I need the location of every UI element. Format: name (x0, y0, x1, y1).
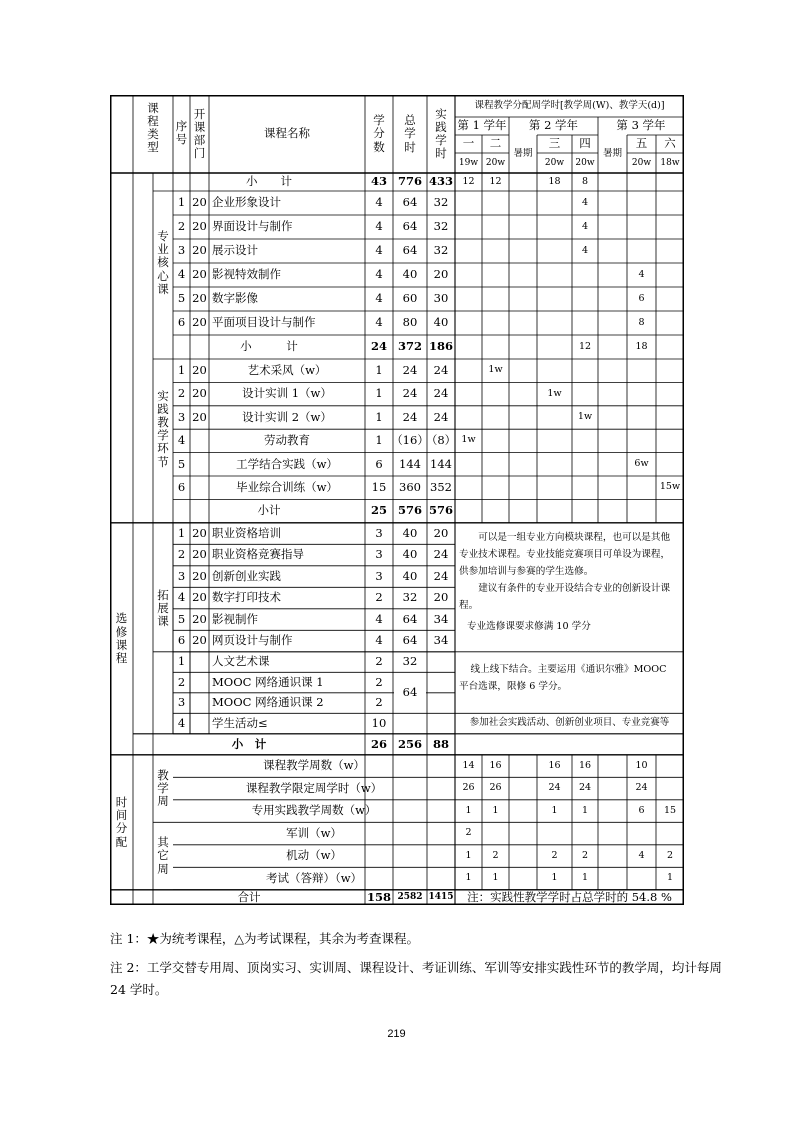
elective-major-practice: 20 (433, 525, 449, 540)
practice-row-dept (190, 453, 209, 476)
time-teach-label (153, 755, 173, 823)
top_subtotal-s4: 8 (581, 175, 589, 187)
header-dept-char: 课 (193, 119, 206, 134)
core-group-label-char: 心 (157, 268, 169, 283)
time-row-s1: 2 (465, 827, 472, 839)
core-subtotal-total: 372 (397, 339, 422, 354)
header-practice-hours-char: 时 (435, 146, 447, 161)
time-row-s4 (572, 822, 598, 845)
core-rows-3-practice: 20 (433, 267, 449, 282)
elective-major-practice: 24 (433, 547, 449, 562)
header-course-type-char: 型 (147, 140, 159, 155)
practice-rows-4-s5: 6w (634, 457, 649, 469)
header-course-name: 课程名称 (264, 126, 310, 141)
elective-major-practice: 20 (433, 590, 449, 605)
time-row-s6: 15 (663, 804, 677, 816)
header-dept-char: 开 (193, 106, 206, 121)
time-other-label (153, 822, 173, 890)
core-row-seq: 3 (177, 243, 186, 258)
core-rows-5-total: 80 (402, 315, 418, 330)
time-row-s6: 2 (666, 849, 674, 861)
practice-row-dept: 20 (192, 386, 207, 401)
header-credits-char: 分 (373, 126, 385, 141)
elective-major-seq: 1 (177, 525, 186, 540)
footnote-2: 注 2：工学交替专用周、顶岗实习、实训周、课程设计、考证训练、军训等安排实践性环节的教学周，均计每周 (110, 960, 722, 975)
time-group-label-char: 配 (115, 834, 128, 849)
total-credits: 158 (366, 889, 391, 904)
time-row-s3: 1 (551, 804, 558, 816)
elective-major-practice: 34 (433, 611, 449, 626)
time-row-s4: 1 (581, 804, 589, 816)
header-credits-char: 数 (373, 139, 385, 154)
practice-group-label-char: 节 (157, 454, 169, 469)
core-rows-5-s5: 8 (638, 316, 645, 328)
time-row-s4: 24 (578, 782, 592, 794)
time-row-s6 (656, 822, 684, 845)
top_subtotal-total: 776 (397, 174, 422, 189)
header-practice-hours-char: 实 (435, 106, 447, 121)
practice-row-name: 劳动教育 (264, 433, 310, 448)
core-row-seq: 5 (177, 291, 186, 306)
core-rows-1-practice: 32 (433, 219, 449, 234)
time-row-s1: 1 (465, 849, 472, 861)
elective-public-seq: 3 (177, 695, 186, 710)
practice-row-seq: 4 (177, 433, 186, 448)
core-row-name: 企业形象设计 (212, 195, 281, 210)
elective-major-dept: 20 (192, 590, 207, 605)
elective-public-note: 线上线下结合。主要运用《通识尔雅》MOOC 平台选课，限修 6 学分。 (459, 663, 667, 692)
core-rows-0-s4: 4 (581, 196, 589, 208)
time-row-s5: 10 (635, 759, 648, 771)
core-row-dept: 20 (192, 195, 207, 210)
elective-group-label (110, 523, 133, 755)
time-row-name: 机动（w） (286, 848, 342, 863)
core-rows-1-credits: 4 (375, 219, 383, 234)
practice-rows-4-total: 144 (399, 456, 421, 471)
total-note: 注：实践性教学学时占总学时的 54.8 % (467, 889, 672, 904)
time-row-s5: 6 (638, 804, 645, 816)
time-row-s3: 24 (548, 782, 561, 794)
practice-row-seq: 5 (177, 456, 186, 471)
practice-row-dept (190, 429, 209, 452)
core-rows-2-total: 64 (402, 243, 418, 258)
elective-activity-note: 参加社会实践活动、创新创业项目、专业竞赛等 (469, 717, 670, 729)
practice-rows-2-practice: 24 (433, 409, 449, 424)
practice-rows-2-s4: 1w (577, 411, 593, 423)
elective-major-note (459, 529, 678, 635)
practice-rows-5-total: 360 (399, 480, 421, 495)
practice-row-seq: 1 (177, 363, 186, 378)
core-group-label (153, 191, 173, 335)
core-rows-2-practice: 32 (433, 243, 449, 258)
header-seq (173, 101, 190, 165)
time-group-label-char: 分 (115, 821, 128, 836)
time-group-label-char: 时 (115, 794, 128, 809)
core-group-label-char: 课 (157, 281, 169, 296)
elective-public-total: 32 (402, 654, 418, 669)
practice-rows-5-credits: 15 (371, 480, 387, 495)
core-group-label-char: 业 (157, 242, 169, 257)
elective-major-name: 影视制作 (212, 611, 258, 626)
elective-major-credits: 3 (375, 547, 383, 562)
core-subtotal-s5: 18 (635, 340, 648, 352)
header-credits-char: 学 (373, 113, 385, 128)
elective-public-seq: 4 (177, 715, 186, 730)
header-seq-char: 序 (175, 118, 188, 133)
total-practice: 1415 (428, 892, 454, 903)
elective-public-credits: 2 (375, 695, 383, 710)
core-rows-1-s4: 4 (581, 220, 589, 232)
time-other-label-char: 它 (157, 848, 169, 863)
elective-public-name: 人文艺术课 (212, 654, 270, 669)
time-row-s2: 1 (492, 804, 499, 816)
curriculum-table (110, 95, 684, 905)
header-w2: 20w (485, 157, 506, 168)
top-subtotal-label: 小 计 (246, 174, 292, 189)
elective-major-credits: 3 (375, 525, 383, 540)
core-row-name: 影视特效制作 (212, 267, 281, 282)
time-row-s1: 26 (462, 782, 475, 794)
core-rows-5-credits: 4 (375, 315, 383, 330)
core-row-seq: 2 (177, 219, 186, 234)
core-group-label-char: 专 (157, 228, 169, 243)
time-other-label-char: 其 (157, 835, 169, 850)
elective-credit-requirement: 专业选修课要求修满 10 学分 (467, 620, 591, 632)
elective-public-seq: 2 (177, 674, 186, 689)
core-row-dept: 20 (192, 315, 207, 330)
header-summer-1: 暑期 (513, 147, 533, 159)
core-subtotal-label: 小 计 (240, 339, 298, 354)
header-total-hours-char: 学 (404, 126, 416, 141)
header-total-hours (393, 99, 427, 169)
core-rows-2-credits: 4 (375, 243, 383, 258)
elective-major-seq: 5 (177, 611, 186, 626)
top_subtotal-practice: 433 (428, 174, 453, 189)
core-rows-3-credits: 4 (375, 267, 383, 282)
practice-rows-2-total: 24 (402, 409, 418, 424)
header-seq-char: 号 (175, 132, 188, 146)
elective-group-label-char: 程 (115, 651, 128, 666)
elective-major-seq: 4 (177, 590, 186, 605)
footnote-1: 注 1：★为统考课程，△为考试课程，其余为考查课程。 (110, 931, 420, 946)
top_subtotal-s1: 12 (462, 175, 475, 187)
time-row-s2: 26 (489, 782, 502, 794)
core-rows-4-s5: 6 (638, 292, 645, 304)
time-row-name: 军训（w） (286, 825, 342, 840)
header-w4: 20w (575, 157, 595, 168)
practice-subtotal-credits: 25 (370, 503, 387, 518)
practice-rows-0-practice: 24 (433, 363, 449, 378)
time-row-s3: 16 (548, 759, 561, 771)
top_subtotal-s3: 18 (548, 175, 561, 187)
practice-rows-1-credits: 1 (375, 386, 383, 401)
elective-major-credits: 3 (375, 568, 383, 583)
practice-rows-3-s1: 1w (461, 434, 476, 446)
practice-subtotal-label: 小计 (257, 503, 281, 518)
elective-major-credits: 4 (375, 611, 383, 626)
time-row-s6 (656, 777, 684, 800)
elective-major-name: 职业资格培训 (212, 525, 281, 540)
elective-major-name: 创新创业实践 (212, 568, 281, 583)
elective-major-practice: 24 (433, 568, 449, 583)
time-row-s2: 1 (492, 872, 499, 884)
core-row-name: 平面项目设计与制作 (212, 315, 316, 330)
header-course-type (135, 97, 171, 159)
top_subtotal-credits: 43 (370, 174, 387, 189)
header-year1: 第 1 学年 (457, 118, 507, 133)
header-w5: 20w (631, 157, 652, 168)
header-practice-hours-char: 践 (435, 119, 447, 134)
practice-rows-5-practice: 352 (430, 480, 452, 495)
header-dept (190, 99, 209, 169)
elective-major-seq: 2 (177, 547, 186, 562)
header-credits (365, 99, 393, 169)
core-rows-3-total: 40 (402, 267, 418, 282)
elective-major-total: 40 (402, 547, 418, 562)
elective-major-name: 职业资格竞赛指导 (212, 547, 304, 562)
elective-note-paragraph: 可以是一组专业方向模块课程，也可以是其他专业技术课程。专业技能竞赛项目可单设为课程，供参加培训与参赛的学生选修。 (459, 531, 671, 577)
time-row-s5: 4 (638, 849, 645, 861)
elective-major-seq: 3 (177, 568, 186, 583)
time-row-s5 (627, 867, 656, 890)
elective-subtotal-credits: 26 (370, 736, 387, 751)
time-row-name: 专用实践教学周数（w） (251, 803, 377, 818)
time-row-name: 课程教学限定周学时（w） (245, 780, 383, 795)
core-rows-4-practice: 30 (433, 291, 449, 306)
time-other-label-char: 周 (157, 861, 169, 876)
header-summer-2: 暑期 (602, 147, 622, 159)
header-sem3: 三 (548, 136, 561, 151)
core-row-name: 数字影像 (212, 291, 258, 306)
elective-public-name: MOOC 网络通识课 2 (212, 695, 324, 710)
practice-row-name: 工学结合实践（w） (236, 456, 338, 471)
time-row-s4: 16 (578, 759, 592, 771)
practice-row-dept: 20 (192, 409, 207, 424)
practice-row-seq: 3 (177, 409, 186, 424)
time-group-label-char: 间 (115, 808, 128, 823)
elective-major-seq: 6 (177, 633, 186, 648)
header-w6: 18w (660, 157, 680, 168)
time-row-s5: 24 (635, 782, 648, 794)
time-teach-label-char: 学 (157, 780, 169, 795)
header-year2: 第 2 学年 (528, 118, 579, 133)
practice-rows-1-practice: 24 (433, 386, 449, 401)
practice-subtotal-practice: 576 (428, 503, 453, 518)
elective-major-practice: 34 (433, 633, 449, 648)
practice-rows-1-total: 24 (402, 386, 418, 401)
core-subtotal-practice: 186 (428, 339, 453, 354)
core-rows-0-practice: 32 (433, 195, 449, 210)
practice-row-name: 设计实训 2（w） (242, 409, 332, 424)
elective-mooc-total: 64 (402, 685, 418, 700)
header-course-type-char: 类 (147, 127, 159, 141)
elective-expand-label-char: 展 (157, 601, 169, 616)
elective-group-label-char: 课 (115, 637, 128, 652)
elective-major-total: 40 (402, 525, 418, 540)
practice-rows-4-practice: 144 (430, 456, 452, 471)
elective-expand-label-char: 拓 (157, 587, 169, 602)
core-row-name: 界面设计与制作 (212, 219, 293, 234)
core-rows-2-s4: 4 (581, 244, 589, 256)
time-row-s3 (537, 822, 572, 845)
header-sem5: 五 (635, 136, 648, 151)
elective-subtotal-practice: 88 (432, 736, 449, 751)
elective-public-name: 学生活动≤ (212, 715, 268, 730)
elective-major-total: 32 (402, 590, 418, 605)
time-row-s3: 1 (551, 872, 558, 884)
core-row-seq: 6 (177, 315, 186, 330)
elective-group-label-char: 修 (115, 624, 128, 639)
core-rows-1-total: 64 (402, 219, 418, 234)
core-rows-0-total: 64 (402, 195, 418, 210)
practice-row-seq: 2 (177, 386, 186, 401)
practice-subtotal-total: 576 (397, 503, 422, 518)
header-dept-char: 部 (193, 133, 206, 147)
time-row-s4: 2 (581, 849, 589, 861)
header-practice-hours-char: 学 (435, 133, 447, 147)
elective-major-dept: 20 (192, 525, 207, 540)
elective-major-credits: 2 (375, 590, 383, 605)
elective-group-label-char: 选 (115, 611, 128, 626)
header-total-hours-char: 总 (404, 113, 416, 128)
time-row-s6: 1 (666, 872, 674, 884)
elective-major-dept: 20 (192, 547, 207, 562)
time-row-s4: 1 (581, 872, 589, 884)
core-row-seq: 4 (177, 267, 186, 282)
header-course-type-char: 程 (147, 113, 159, 128)
time-row-name: 课程教学周数（w） (263, 758, 365, 773)
elective-major-name: 网页设计与制作 (212, 633, 293, 648)
core-subtotal-s4: 12 (578, 340, 592, 352)
practice-group-label-char: 教 (157, 414, 169, 429)
practice-row-dept (190, 476, 209, 499)
elective-subtotal-total: 256 (397, 736, 422, 751)
header-w1: 19w (458, 157, 479, 168)
header-total-hours-char: 时 (404, 139, 416, 154)
top_subtotal-s2: 12 (489, 175, 502, 187)
elective-public-credits: 10 (371, 715, 387, 730)
elective-subtotal-label: 小 计 (231, 736, 267, 751)
time-row-s5 (627, 822, 656, 845)
header-sem6: 六 (664, 136, 676, 151)
time-row-s3: 2 (551, 849, 558, 861)
total-label: 合计 (237, 889, 261, 904)
time-row-s1: 1 (465, 804, 472, 816)
core-row-dept: 20 (192, 267, 207, 282)
elective-major-name: 数字打印技术 (212, 590, 281, 605)
practice-group-label-char: 实 (157, 388, 169, 403)
elective-major-dept: 20 (192, 633, 207, 648)
footnote-2-cont: 24 学时。 (110, 982, 168, 997)
time-row-s6 (656, 755, 684, 778)
header-sem4: 四 (579, 136, 591, 151)
time-teach-label-char: 周 (157, 794, 169, 809)
practice-rows-3-credits: 1 (375, 433, 383, 448)
elective-public-credits: 2 (375, 654, 383, 669)
header-course-type-char: 课 (147, 100, 159, 115)
time-row-s2 (482, 822, 509, 845)
core-row-name: 展示设计 (212, 243, 258, 258)
time-teach-label-char: 教 (157, 767, 169, 782)
core-row-dept: 20 (192, 243, 207, 258)
practice-row-name: 设计实训 1（w） (242, 386, 332, 401)
core-rows-0-credits: 4 (375, 195, 383, 210)
practice-group-label-char: 环 (157, 441, 169, 456)
header-sem1: 一 (462, 136, 475, 151)
total-hours: 2582 (397, 892, 423, 903)
practice-rows-2-credits: 1 (375, 409, 383, 424)
elective-public-credits: 2 (375, 674, 383, 689)
elective-major-dept: 20 (192, 568, 207, 583)
core-rows-4-credits: 4 (375, 291, 383, 306)
elective-major-total: 40 (402, 568, 418, 583)
practice-row-name: 毕业综合训练（w） (236, 480, 338, 495)
elective-expand-label-char: 课 (157, 614, 169, 629)
time-row-s1: 1 (465, 872, 472, 884)
time-row-s1: 14 (462, 759, 475, 771)
practice-rows-1-s3: 1w (547, 387, 562, 399)
header-year3: 第 3 学年 (616, 118, 666, 133)
core-subtotal-credits: 24 (370, 339, 387, 354)
practice-row-dept: 20 (192, 363, 207, 378)
practice-rows-0-total: 24 (402, 363, 418, 378)
practice-row-seq: 6 (177, 480, 186, 495)
elective-major-credits: 4 (375, 633, 383, 648)
time-row-name: 考试（答辩）（w） (265, 870, 363, 885)
header-sem2: 二 (489, 136, 502, 151)
header-w3: 20w (544, 157, 565, 168)
practice-rows-0-s2: 1w (488, 364, 503, 376)
header-dept-char: 门 (193, 146, 206, 161)
practice-group-label (153, 359, 173, 499)
core-row-dept: 20 (192, 291, 207, 306)
practice-rows-0-credits: 1 (375, 363, 383, 378)
elective-major-dept: 20 (192, 611, 207, 626)
time-row-s2: 16 (489, 759, 502, 771)
elective-note-paragraph: 建议有条件的专业开设结合专业的创新设计课程。 (459, 582, 671, 611)
practice-rows-3-total: （16） (391, 433, 429, 448)
core-rows-4-total: 60 (402, 291, 418, 306)
time-group-label (110, 755, 133, 890)
practice-group-label-char: 践 (157, 401, 169, 416)
header-practice-hours (427, 99, 455, 169)
elective-expand-label (153, 566, 173, 652)
core-group-label-char: 核 (157, 255, 169, 270)
elective-public-seq: 1 (177, 654, 186, 669)
time-row-s2: 2 (492, 849, 499, 861)
header-dist-title: 课程教学分配周学时[教学周(W)、教学天(d)] (474, 99, 665, 111)
practice-rows-5-s6: 15w (659, 481, 681, 493)
core-row-dept: 20 (192, 219, 207, 234)
core-row-seq: 1 (177, 195, 186, 210)
core-rows-5-practice: 40 (433, 315, 449, 330)
practice-rows-3-practice: （8） (425, 433, 457, 448)
core-rows-3-s5: 4 (638, 268, 645, 280)
page-number: 219 (387, 1028, 406, 1040)
elective-major-total: 64 (402, 611, 418, 626)
elective-major-total: 64 (402, 633, 418, 648)
practice-group-label-char: 学 (157, 428, 169, 443)
practice-rows-4-credits: 6 (375, 456, 383, 471)
practice-row-name: 艺术采风（w） (247, 363, 327, 378)
elective-public-name: MOOC 网络通识课 1 (212, 674, 324, 689)
